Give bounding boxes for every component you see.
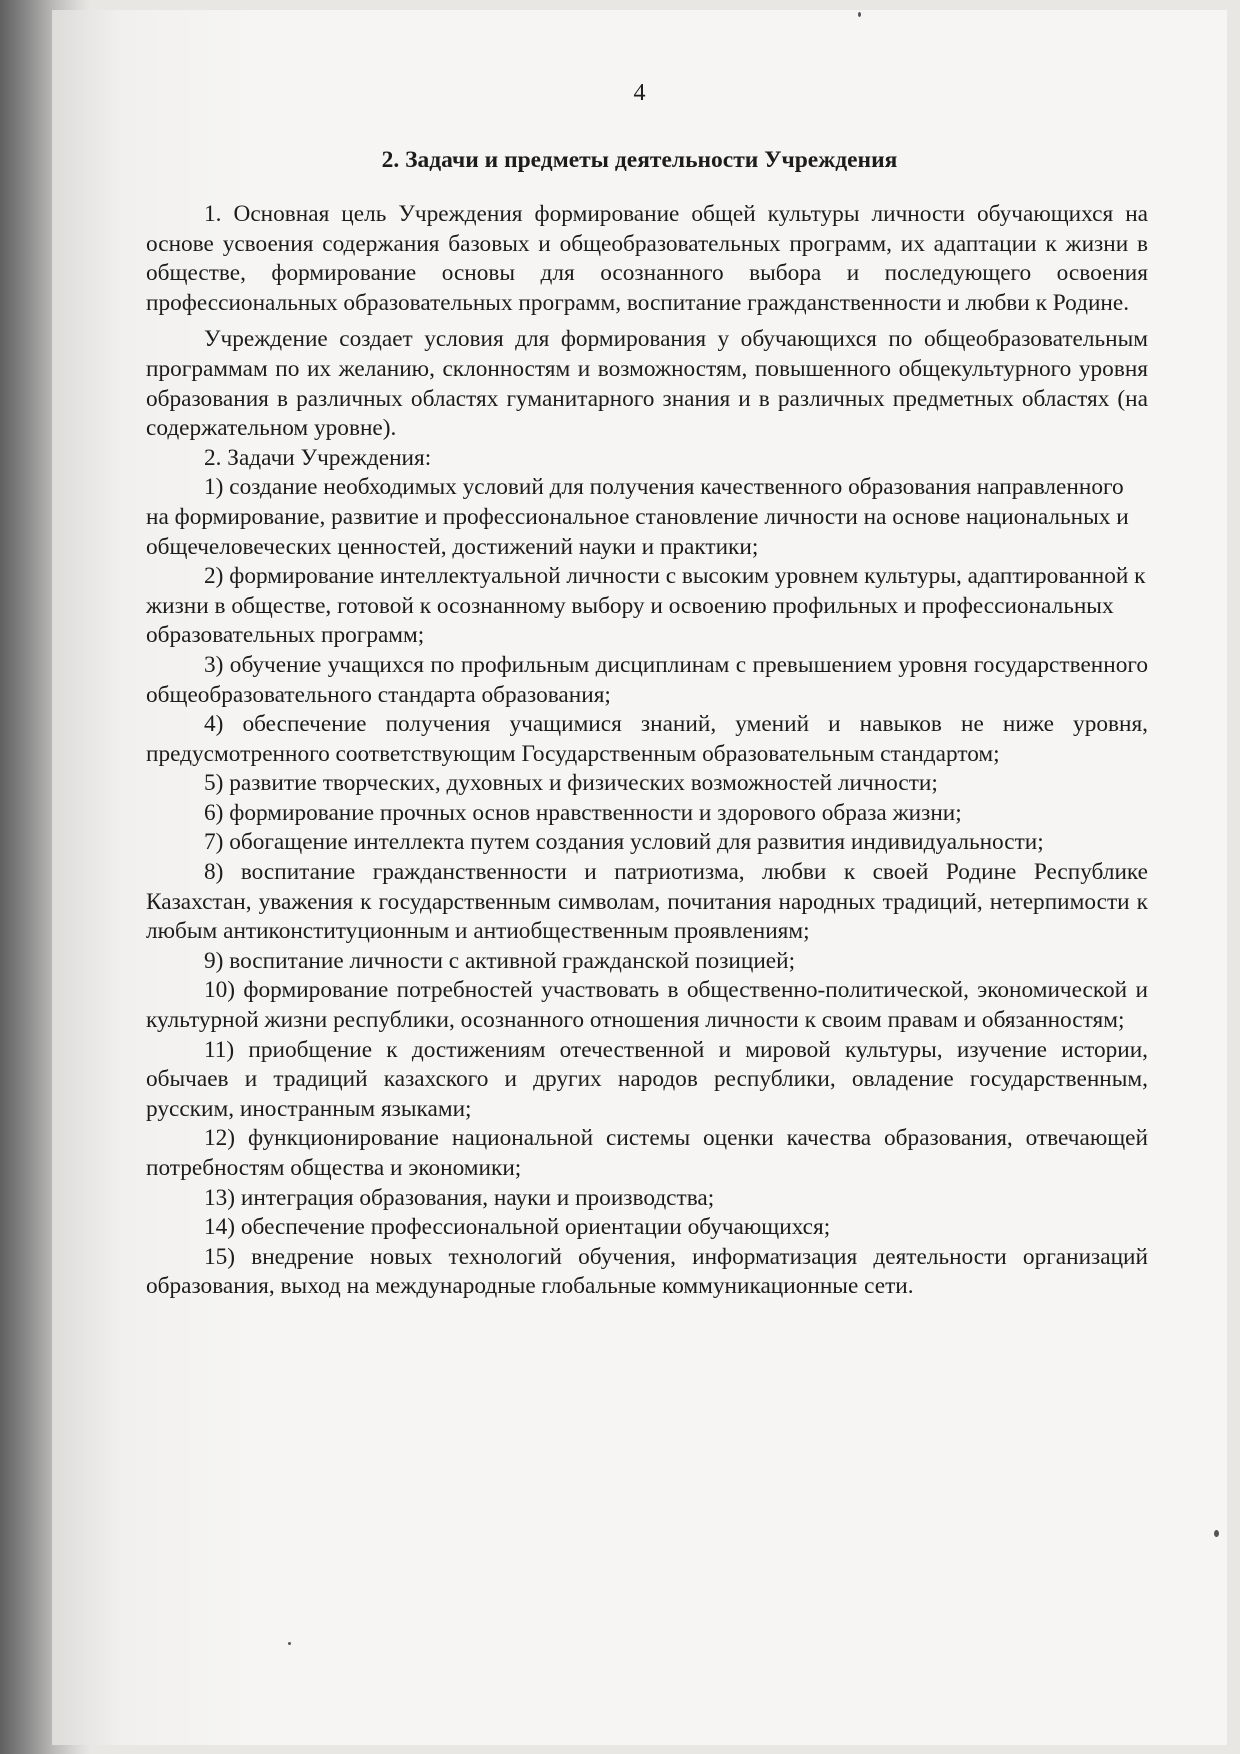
task-item-15: 15) внедрение новых технологий обучения, информатизация деятельности организаций образования, выход на международные глобальные коммуникационные сети. xyxy=(146,1243,1148,1300)
task-item-14: 14) обеспечение профессиональной ориентации обучающихся; xyxy=(204,1214,831,1241)
task-item-6: 6) формирование прочных основ нравственности и здорового образа жизни; xyxy=(204,799,962,826)
task-item-10: 10) формирование потребностей участвовать в общественно-политической, экономической и культурной жизни республики, осознанного отношения личности к своим правам и обязанностям; xyxy=(146,977,1148,1034)
task-item-2: 2) формирование интеллектуальной личности с высоким уровнем культуры, адаптированной к жизни в обществе, готовой к осознанному выбору и освоению профильных и профессиональных образовательных программ; xyxy=(146,563,1146,649)
task-item-7: 7) обогащение интеллекта путем создания условий для развития индивидуальности; xyxy=(204,829,1044,856)
scan-speck xyxy=(1214,1530,1219,1537)
section-heading: 2. Задачи и предметы деятельности Учреждения xyxy=(381,147,898,173)
paragraph-main-goal: 1. Основная цель Учреждения формирование общей культуры личности обучающихся на основе усвоения содержания базовых и общеобразовательных программ, их адаптации к жизни в обществе, формирование основы для осознанного выбора и последующего освоения профессиональных образовательных программ, воспитание гражданственности и любви к Родине. xyxy=(146,201,1148,316)
task-item-4: 4) обеспечение получения учащимися знаний, умений и навыков не ниже уровня, предусмотренного соответствующим Государственным образовательным стандартом; xyxy=(146,711,1148,767)
task-item-1: 1) создание необходимых условий для получения качественного образования направленного на формирование, развитие и профессиональное становление личности на основе национальных и общечеловеческих ценностей, достижений науки и практики; xyxy=(146,474,1129,560)
scan-speck xyxy=(288,1642,291,1645)
task-item-9: 9) воспитание личности с активной гражданской позицией; xyxy=(204,947,796,974)
page-number: 4 xyxy=(633,80,646,106)
scan-speck xyxy=(858,12,861,17)
task-item-13: 13) интеграция образования, науки и производства; xyxy=(204,1184,715,1211)
task-item-5: 5) развитие творческих, духовных и физических возможностей личности; xyxy=(204,770,938,797)
task-item-12: 12) функционирование национальной системы оценки качества образования, отвечающей потребностям общества и экономики; xyxy=(146,1125,1148,1181)
body-text xyxy=(146,200,1148,1302)
paragraph-conditions: Учреждение создает условия для формирования у обучающихся по общеобразовательным программам по их желанию, склонностям и возможностям, повышенного общекультурного уровня образования в различных областях гуманитарного знания и в различных предметных областях (на содержательном уровне). xyxy=(146,326,1148,442)
task-item-8: 8) воспитание гражданственности и патриотизма, любви к своей Родине Республике Казахстан, уважения к государственным символам, почитания народных традиций, нетерпимости к любым антиконституционным и антиобщественным проявлениям; xyxy=(146,859,1148,945)
paragraph-tasks-heading: 2. Задачи Учреждения: xyxy=(204,444,432,471)
task-item-11: 11) приобщение к достижениям отечественной и мировой культуры, изучение истории, обычаев и традиций казахского и других народов республики, овладение государственным, русским, иностранным языками; xyxy=(146,1036,1148,1122)
task-item-3: 3) обучение учащихся по профильным дисциплинам с превышением уровня государственного общеобразовательного стандарта образования; xyxy=(146,651,1148,708)
document-page xyxy=(52,10,1227,1745)
